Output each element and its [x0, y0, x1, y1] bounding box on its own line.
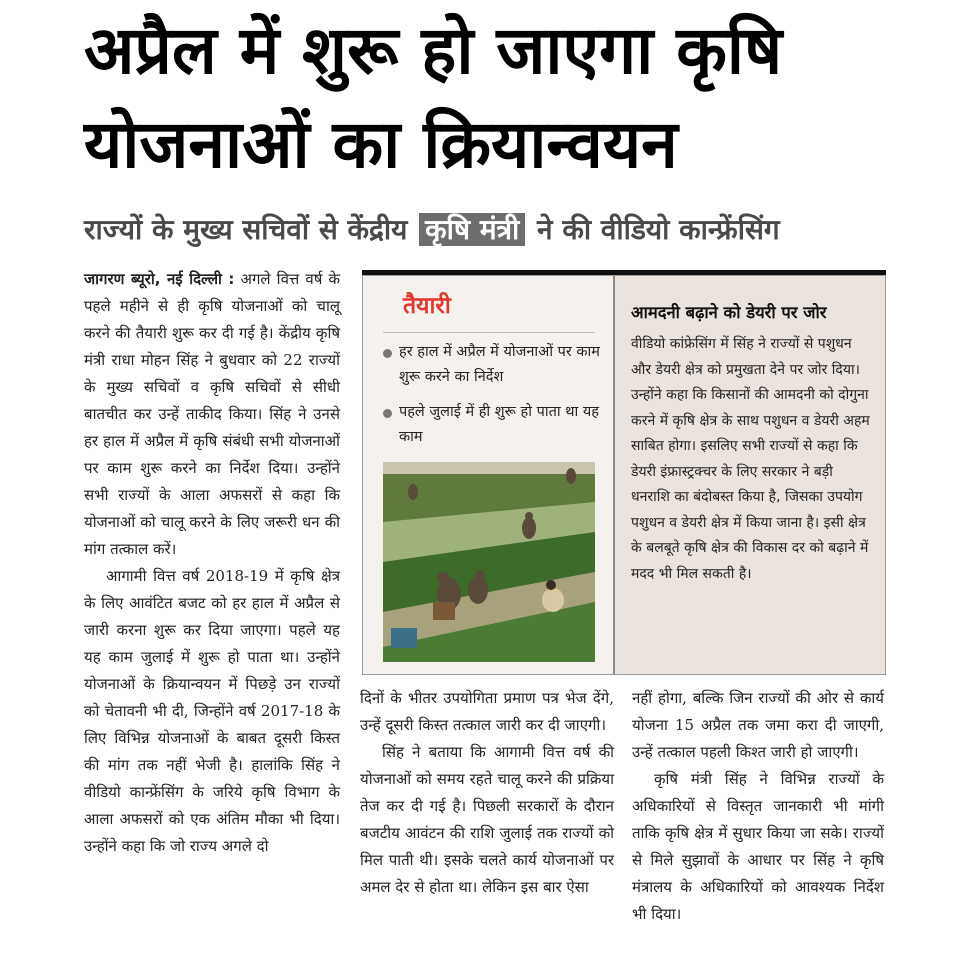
bullet-dot-icon	[383, 349, 392, 358]
subheadline-text-before: राज्यों के मुख्य सचिवों से केंद्रीय	[84, 213, 408, 246]
subheadline	[84, 210, 944, 250]
side-box-title: आमदनी बढ़ाने को डेयरी पर जोर	[631, 303, 827, 322]
farm-field-photo	[383, 462, 595, 662]
bullet-text: पहले जुलाई में ही शुरू हो पाता था यह काम	[399, 404, 599, 445]
article-paragraph: नहीं होगा, बल्कि जिन राज्यों की ओर से कार्य योजना 15 अप्रैल तक जमा करा दी जाएगी, उन्हें तत्काल पहली किश्त जारी हो जाएगी।	[632, 689, 884, 761]
side-box-body: वीडियो कांफ्रेसिंग में सिंह ने राज्यों से पशुधन और डेयरी क्षेत्र को प्रमुखता देने पर जोर दिया। उन्होंने कहा कि किसानों की आमदनी को दोगुना करने में कृषि क्षेत्र के साथ पशुधन व डेयरी अहम साबित होगा। इसलिए सभी राज्यों से कहा कि डेयरी इंफ्रास्ट्रक्चर के लिए सरकार ने बड़ी धनराशि का बंदोबस्त किया है, जिसका उपयोग पशुधन व डेयरी क्षेत्र में किया जाना है। इसी क्षेत्र के बलबूते कृषि क्षेत्र की विकास दर को बढ़ाने में मदद भी मिल सकती है।	[631, 336, 870, 582]
byline: जागरण ब्यूरो, नई दिल्ली :	[84, 270, 235, 288]
article-column-1	[84, 266, 340, 860]
paragraph-text: अगले वित्त वर्ष के पहले महीने से ही कृषि योजनाओं को चालू करने की तैयारी शुरू कर दी गई है। केंद्रीय कृषि मंत्री राधा मोहन सिंह ने बुधवार को 22 राज्यों के मुख्य सचिवों व कृषि सचिवों से सीधी बातचीत कर उन्हें ताकीद किया। सिंह ने उनसे हर हाल में अप्रैल में कृषि संबंधी सभी योजनाओं पर काम शुरू करने का निर्देश दिया। उन्होंने सभी राज्यों के आला अफसरों से कहा कि योजनाओं को चालू करने के लिए जरूरी धन की मांग तत्काल करें।	[84, 270, 340, 558]
article-paragraph	[84, 266, 340, 563]
bullet-text: हर हाल में अप्रैल में योजनाओं पर काम शुरू करने का निर्देश	[399, 344, 600, 385]
headline-line-1: अप्रैल में शुरू हो जाएगा कृषि	[84, 12, 783, 89]
bullet-item	[383, 400, 603, 450]
article-column-2	[360, 685, 614, 901]
divider	[383, 332, 595, 333]
subheadline-text-after: ने की वीडियो कान्फ्रेंसिंग	[537, 213, 780, 246]
subheadline-highlight: कृषि मंत्री	[419, 213, 525, 246]
preparation-box	[363, 276, 613, 674]
article-paragraph: आगामी वित्त वर्ष 2018-19 में कृषि क्षेत्र के लिए आवंटित बजट को हर हाल में अप्रैल से जारी करना शुरू कर दिया जाएगा। पहले यह यह काम जुलाई में शुरू हो पाता था। उन्होंने योजनाओं के क्रियान्वयन में पिछड़े उन राज्यों को चेतावनी भी दी, जिन्होंने वर्ष 2017-18 के लिए विभिन्न योजनाओं के बाबत दूसरी किस्त की मांग तक नहीं भेजी है। हालांकि सिंह ने वीडियो कान्फ्रेंसिंग के जरिये कृषि विभाग के आला अफसरों को एक अंतिम मौका भी दिया। उन्होंने कहा कि जो राज्य अगले दो	[84, 567, 340, 855]
bullet-item	[383, 340, 603, 390]
article-paragraph: दिनों के भीतर उपयोगिता प्रमाण पत्र भेज देंगे, उन्हें दूसरी किस्त तत्काल जारी कर दी जाएगी।	[360, 689, 614, 734]
dairy-side-box	[613, 276, 885, 674]
article-paragraph: कृषि मंत्री सिंह ने विभिन्न राज्यों के अधिकारियों से विस्तृत जानकारी भी मांगी ताकि कृषि क्षेत्र में सुधार किया जा सके। राज्यों से मिले सुझावों के आधार पर सिंह ने कृषि मंत्रालय के अधिकारियों को आवश्यक निर्देश भी दिया।	[632, 770, 884, 923]
preparation-bullet-list	[383, 340, 603, 460]
bullet-dot-icon	[383, 409, 392, 418]
infobox	[362, 275, 886, 675]
headline-line-2: योजनाओं का क्रियान्वयन	[84, 106, 678, 183]
article-paragraph: सिंह ने बताया कि आगामी वित्त वर्ष की योजनाओं को समय रहते चालू करने की प्रक्रिया तेज कर दी गई है। पिछली सरकारों के दौरान बजटीय आवंटन की राशि जुलाई तक राज्यों को मिल पाती थी। इसके चलते कार्य योजनाओं पर अमल देर से होता था। लेकिन इस बार ऐसा	[360, 743, 614, 896]
article-column-3	[632, 685, 884, 928]
preparation-title: तैयारी	[403, 293, 451, 319]
farm-field-illustration	[383, 462, 595, 662]
